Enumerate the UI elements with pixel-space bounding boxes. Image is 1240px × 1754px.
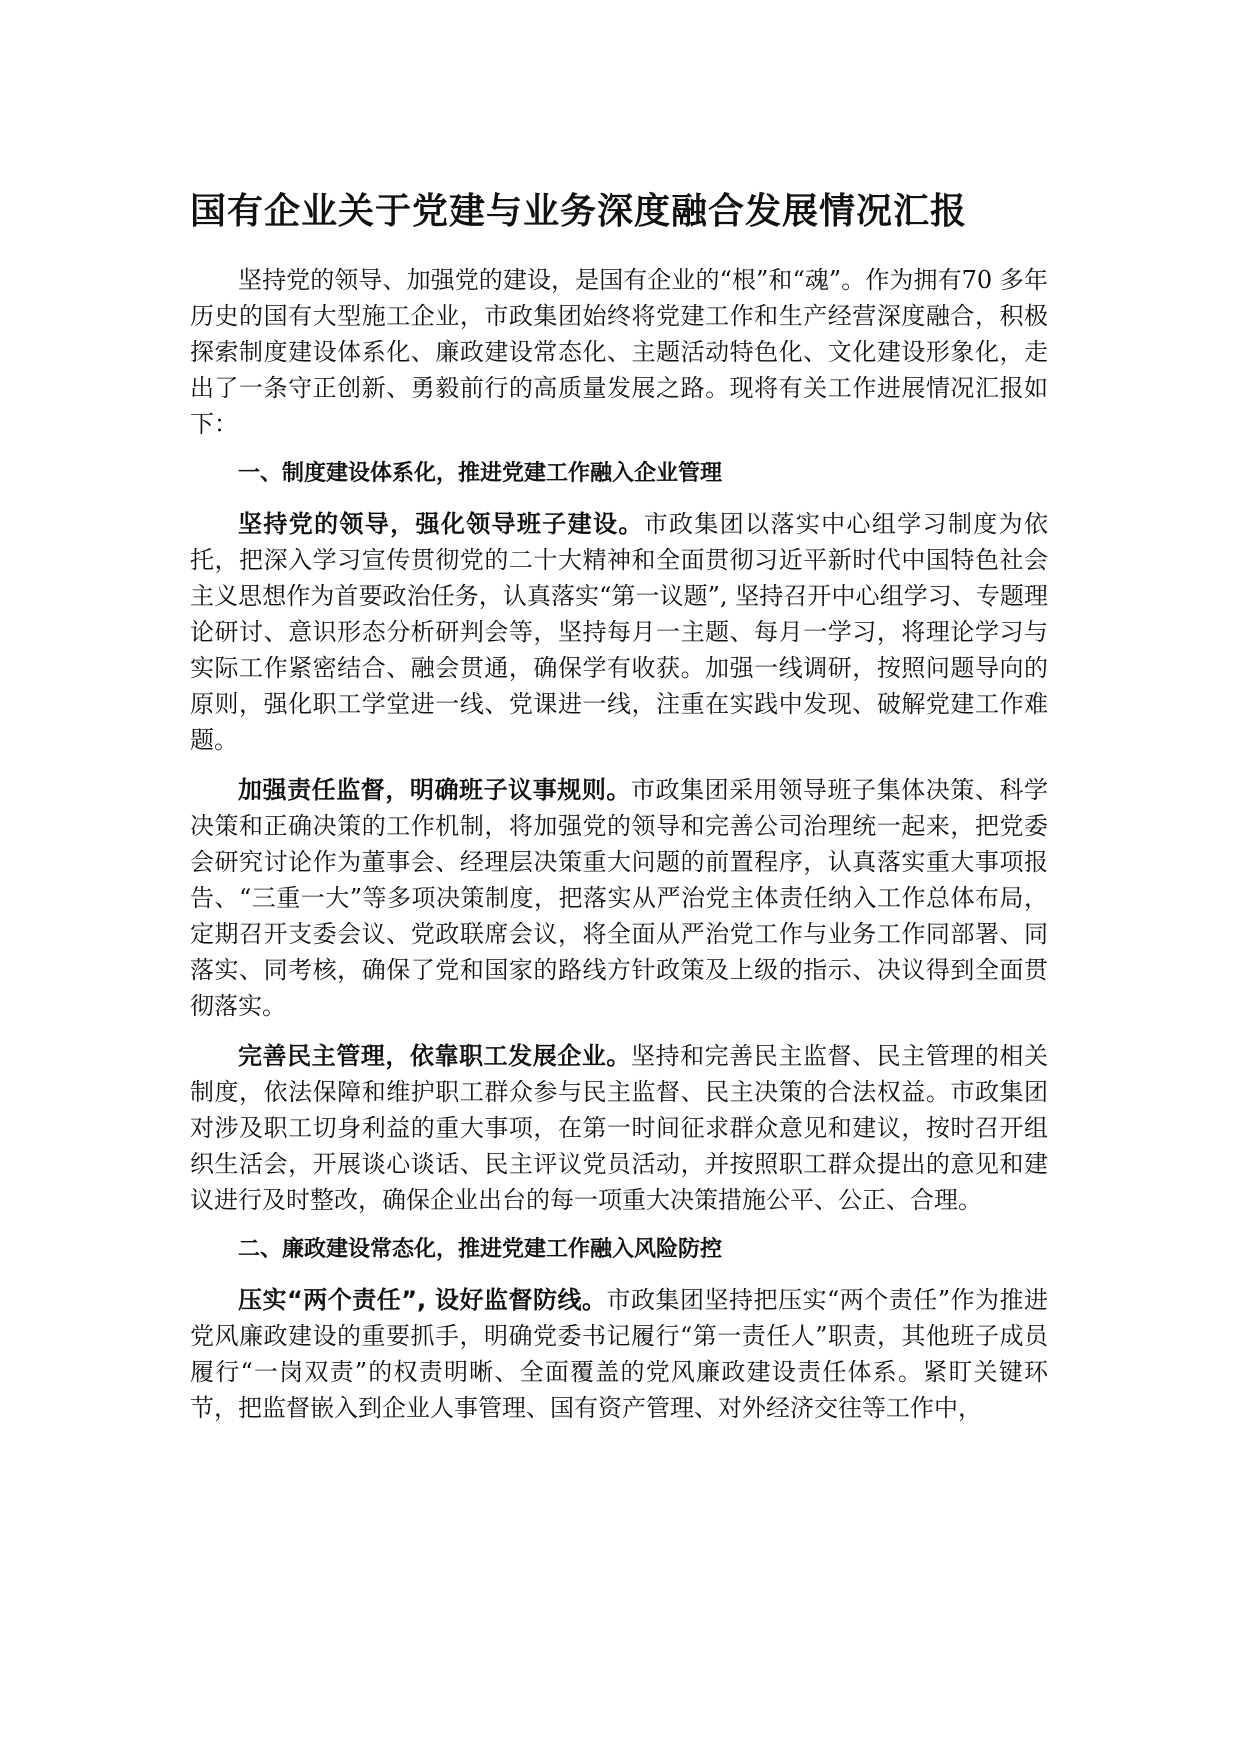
intro-paragraph: 坚持党的领导、加强党的建设，是国有企业的“根”和“魂”。作为拥有70 多年历史的国有大型施工企业，市政集团始终将党建工作和生产经营深度融合，积极探索制度建设体系化、廉政建设常态化、主题活动特色化、文化建设形象化，走出了一条守正创新、勇毅前行的高质量发展之路。现将有关工作进展情况汇报如下： <box>190 266 1048 438</box>
paragraph-text: 市政集团采用领导班子集体决策、科学决策和正确决策的工作机制，将加强党的领导和完善公司治理统一起来，把党委会研究讨论作为董事会、经理层决策重大问题的前置程序，认真落实重大事项报告、“三重一大”等多项决策制度，把落实从严治党主体责任纳入工作总体布局，定期召开支委会议、党政联席会议，将全面从严治党工作与业务工作同部署、同落实、同考核，确保了党和国家的路线方针政策及上级的指示、决议得到全面贯彻落实。 <box>190 776 1048 1020</box>
section-1-paragraph-3 <box>190 1038 1048 1218</box>
paragraph-text: 市政集团以落实中心组学习制度为依托，把深入学习宣传贯彻党的二十大精神和全面贯彻习近平新时代中国特色社会主义思想作为首要政治任务，认真落实“第一议题”, 坚持召开中心组学习、专题理论研讨、意识形态分析研判会等，坚持每月一主题、每月一学习，将理论学习与实际工作紧密结合、融会贯通，确保学有收获。加强一线调研，按照问题导向的原则，强化职工学堂进一线、党课进一线，注重在实践中发现、破解党建工作难题。 <box>190 510 1049 754</box>
section-1-paragraph-2 <box>190 772 1048 1024</box>
document-title: 国有企业关于党建与业务深度融合发展情况汇报 <box>190 191 968 232</box>
section-2-heading: 二、廉政建设常态化，推进党建工作融入风险防控 <box>238 1237 723 1262</box>
section-1-paragraph-1 <box>190 506 1048 758</box>
paragraph-text: 市政集团坚持把压实“两个责任”作为推进党风廉政建设的重要抓手，明确党委书记履行“第一责任人”职责，其他班子成员履行“一岗双责”的权责明晰、全面覆盖的党风廉政建设责任体系。紧盯关键环节，把监督嵌入到企业人事管理、国有资产管理、对外经济交往等工作中， <box>190 1286 1048 1422</box>
paragraph-lead: 坚持党的领导，强化领导班子建设。 <box>238 510 644 538</box>
section-1-heading: 一、制度建设体系化，推进党建工作融入企业管理 <box>238 461 723 486</box>
paragraph-lead: 加强责任监督，明确班子议事规则。 <box>238 776 631 804</box>
paragraph-lead: 压实“两个责任”, 设好监督防线。 <box>238 1286 607 1314</box>
paragraph-text: 坚持和完善民主监督、民主管理的相关制度，依法保障和维护职工群众参与民主监督、民主决策的合法权益。市政集团对涉及职工切身利益的重大事项，在第一时间征求群众意见和建议，按时召开组织生活会，开展谈心谈话、民主评议党员活动，并按照职工群众提出的意见和建议进行及时整改，确保企业出台的每一项重大决策措施公平、公正、合理。 <box>190 1042 1048 1214</box>
section-2-paragraph-1 <box>190 1282 1048 1426</box>
paragraph-lead: 完善民主管理，依靠职工发展企业。 <box>238 1042 631 1070</box>
document-body <box>190 262 1048 1440</box>
